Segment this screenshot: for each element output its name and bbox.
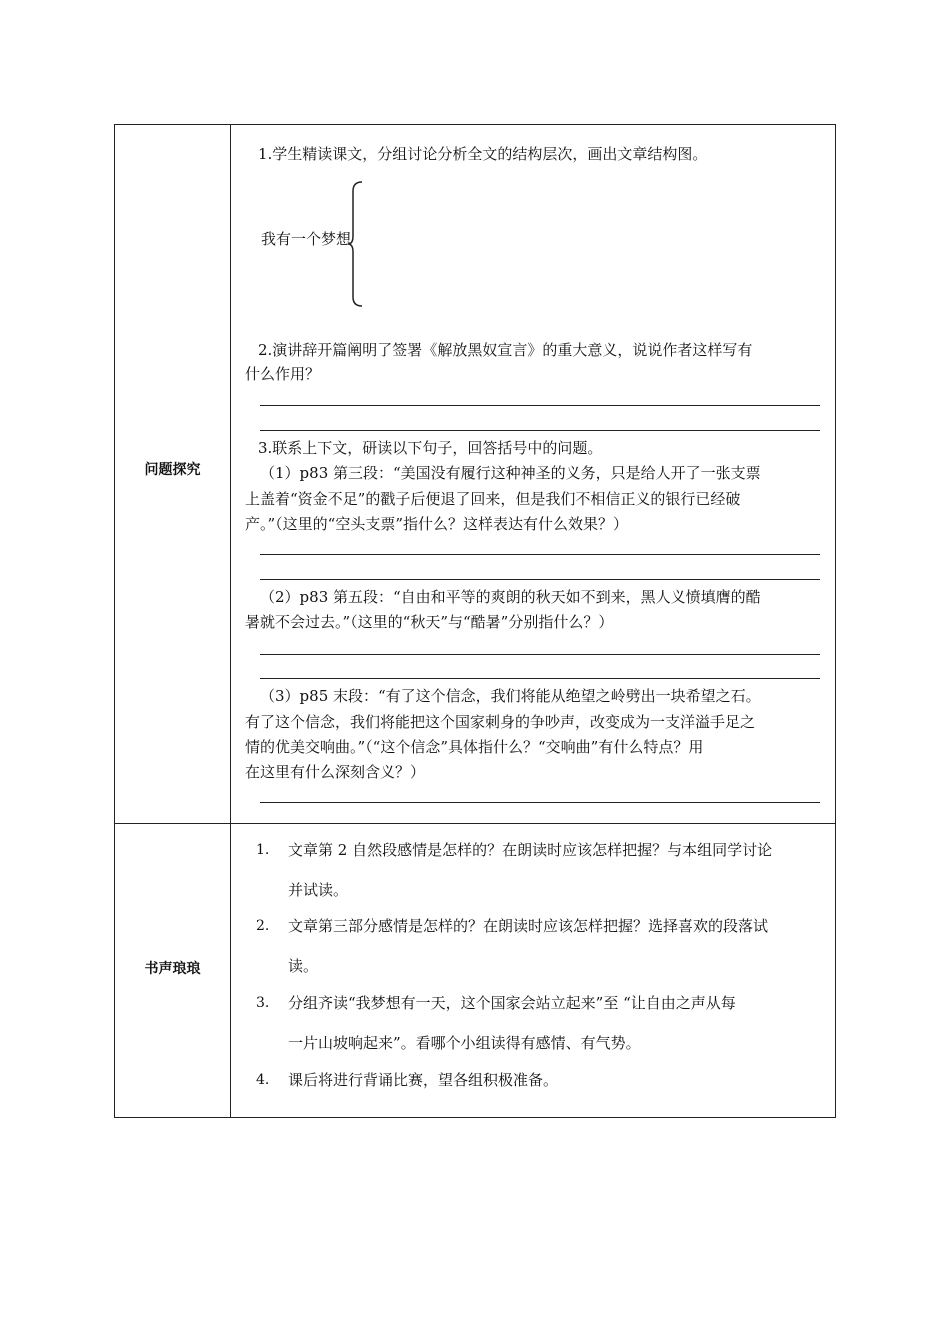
column-divider [230,125,231,1117]
question-3-3-line-3: 情的优美交响曲。”（“这个信念”具体指什么？“交响曲”有什么特点？用 [245,738,704,756]
question-3-2-line-2: 暑就不会过去。”（这里的“秋天”与“酷暑”分别指什么？） [245,613,614,631]
question-3-3-line-2: 有了这个信念，我们将能把这个国家刺身的争吵声，改变成为一支洋溢手足之 [245,713,756,731]
row-divider [115,823,835,824]
structure-root: 我有一个梦想 [261,230,352,248]
answer-line [260,405,820,406]
question-3-1-line-2: 上盖着“资金不足”的戳子后便退了回来，但是我们不相信正义的银行已经破 [245,490,741,508]
row-label-reading: 书声琅琅 [144,961,201,977]
reading-item-3-line-1: 分组齐读“我梦想有一天，这个国家会站立起来”至 “让自由之声从每 [288,994,736,1012]
question-3-1-line-3: 产。”（这里的“空头支票”指什么？这样表达有什么效果？） [245,515,629,533]
answer-line [260,430,820,431]
reading-item-2-line-1: 文章第三部分感情是怎样的？在朗读时应该怎样把握？选择喜欢的段落试 [288,917,769,935]
answer-line [260,554,820,555]
lesson-table [114,124,836,1118]
reading-item-2-line-2: 读。 [288,957,319,975]
question-2-line-1: 2.演讲辞开篇阐明了签署《解放黑奴宣言》的重大意义，说说作者这样写有 [258,341,753,359]
question-1: 1.学生精读课文，分组讨论分析全文的结构层次，画出文章结构图。 [258,145,708,163]
answer-line [260,678,820,679]
answer-line [260,802,820,803]
answer-line [260,654,820,655]
reading-item-1-line-1: 文章第 2 自然段感情是怎样的？在朗读时应该怎样把握？与本组同学讨论 [288,841,773,859]
reading-item-1-number: 1. [256,842,270,858]
reading-item-2-number: 2. [256,918,270,934]
reading-item-3-number: 3. [256,995,270,1011]
question-2-line-2: 什么作用？ [245,365,321,383]
question-3-3-line-1: （3）p85 末段：“有了这个信念，我们将能从绝望之岭劈出一块希望之石。 [260,687,761,705]
reading-item-4-number: 4. [256,1072,270,1088]
row-label-inquiry: 问题探究 [144,462,201,478]
question-3-2-line-1: （2）p83 第五段：“自由和平等的爽朗的秋天如不到来，黑人义愤填膺的酷 [260,588,761,606]
reading-item-3-line-2: 一片山坡响起来”。看哪个小组读得有感情、有气势。 [288,1034,641,1052]
question-3-intro: 3.联系上下文，研读以下句子，回答括号中的问题。 [258,439,603,457]
curly-brace-icon [348,181,364,307]
question-3-1-line-1: （1）p83 第三段：“美国没有履行这种神圣的义务，只是给人开了一张支票 [260,464,761,482]
question-3-3-line-4: 在这里有什么深刻含义？） [245,763,426,781]
reading-item-4-line-1: 课后将进行背诵比赛，望各组积极准备。 [288,1071,559,1089]
answer-line [260,579,820,580]
reading-item-1-line-2: 并试读。 [288,881,349,899]
